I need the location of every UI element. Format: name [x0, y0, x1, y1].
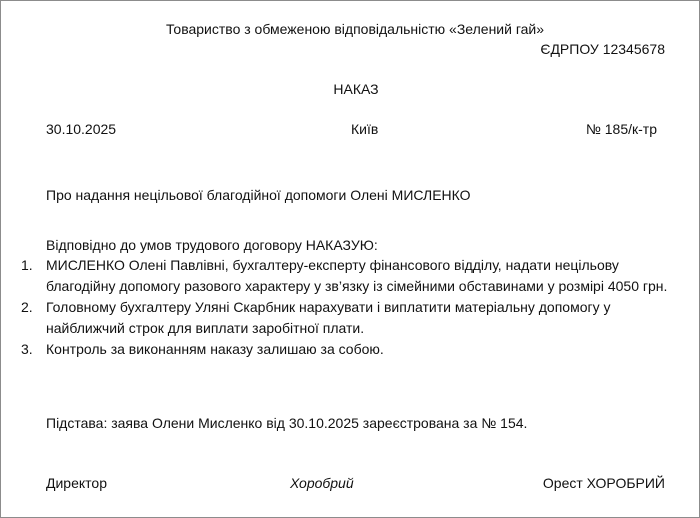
document-preamble: Відповідно до умов трудового договору НАКАЗУЮ:: [46, 237, 378, 253]
order-item: [21, 255, 671, 297]
order-item-text: Контроль за виконанням наказу залишаю за собою.: [46, 341, 384, 357]
handwritten-signature: Хоробрий: [290, 475, 354, 491]
document-subject: Про надання нецільової благодійної допомоги Олені МИСЛЕНКО: [46, 187, 471, 203]
document-place: Київ: [351, 121, 379, 137]
order-item-number: 3.: [21, 341, 33, 357]
order-item-number: 1.: [21, 257, 33, 273]
order-item-text: Головному бухгалтеру Уляні Скарбник нарахувати і виплатити матеріальну допомогу у найближчий строк для виплати заробітної плати.: [46, 299, 611, 336]
order-item: [21, 339, 671, 360]
signatory-position: Директор: [46, 475, 107, 491]
organization-name: Товариство з обмеженою відповідальністю «Зелений гай»: [165, 21, 545, 37]
document-date: 30.10.2025: [46, 121, 117, 137]
order-items-list: [21, 255, 671, 360]
signatory-name: Орест ХОРОБРИЙ: [542, 475, 665, 491]
order-item-number: 2.: [21, 299, 33, 315]
order-item: [21, 297, 671, 339]
edrpou-code: ЄДРПОУ 12345678: [540, 41, 665, 57]
document-basis: Підстава: заява Олени Мисленко від 30.10.2025 зареєстрована за № 154.: [46, 415, 528, 431]
order-item-text: МИСЛЕНКО Олені Павлівні, бухгалтеру-експерту фінансового відділу, надати нецільову благодійну допомогу разового характеру у зв’язку із сімейними обставинами у розмірі 4050 грн.: [46, 257, 668, 294]
document-type-title: НАКАЗ: [333, 81, 379, 97]
document-number: № 185/к-тр: [585, 121, 657, 137]
